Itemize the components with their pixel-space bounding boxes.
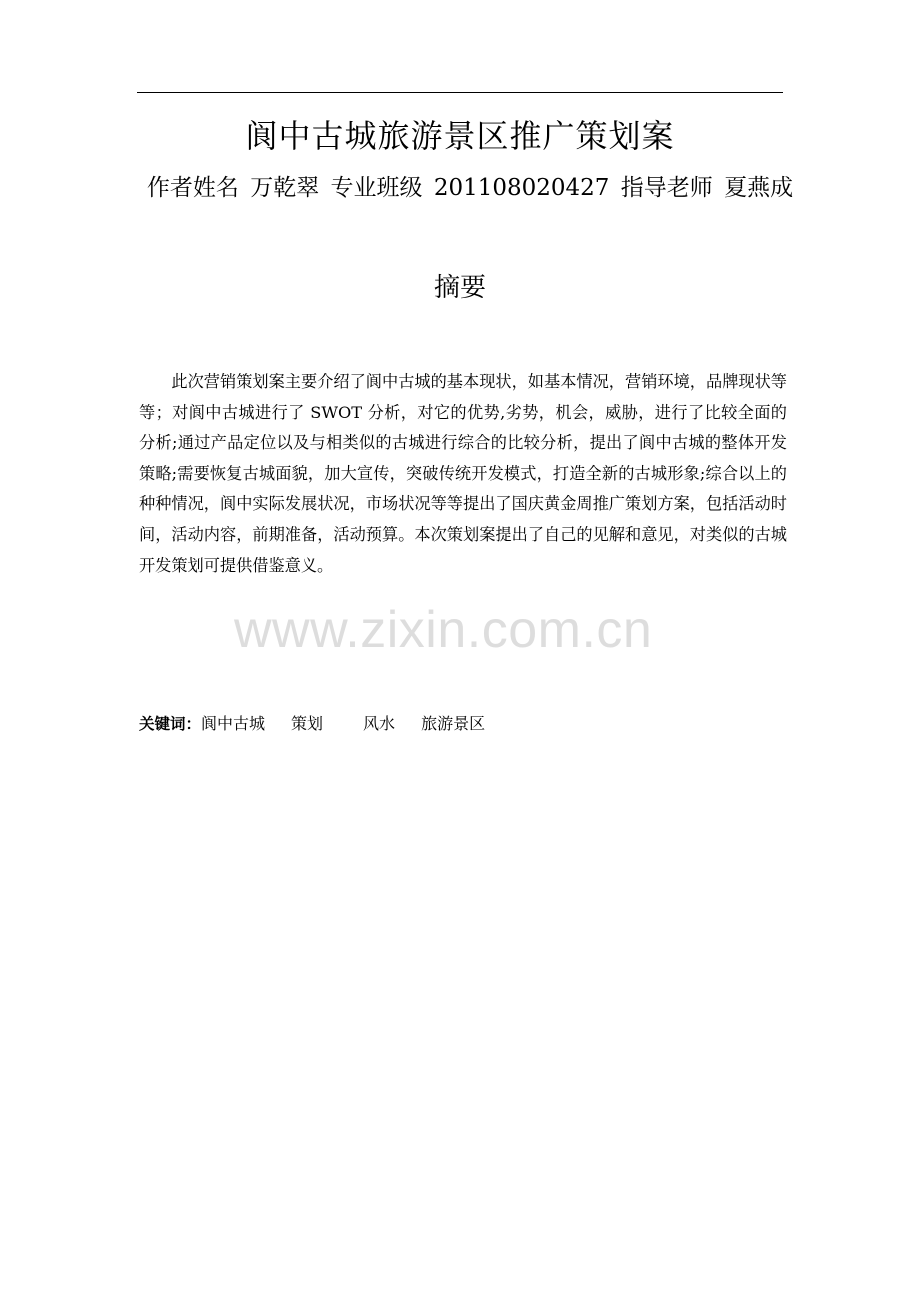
document-title: 阆中古城旅游景区推广策划案 (245, 117, 675, 155)
author-name: 万乾翠 (250, 175, 320, 201)
abstract-heading: 摘要 (433, 273, 486, 303)
author-byline (140, 170, 800, 206)
keyword-item: 旅游景区 (421, 714, 486, 733)
header-rule (137, 92, 783, 93)
abstract-body: 此次营销策划案主要介绍了阆中古城的基本现状，如基本情况，营销环境，品牌现状等等；对阆中古城进行了 SWOT 分析，对它的优势,劣势，机会，威胁，进行了比较全面的分析;通过产品定位以及与相类似的古城进行综合的比较分析，提出了阆中古城的整体开发策略;需要恢复古城面貌，加大宣传，突破传统开发模式，打造全新的古城形象;综合以上的种种情况，阆中实际发展状况，市场状况等等提出了国庆黄金周推广策划方案，包括活动时间，活动内容，前期准备，活动预算。本次策划案提出了自己的见解和意见，对类似的古城开发策划可提供借鉴意义。 (139, 372, 787, 575)
author-label: 作者姓名 (146, 175, 239, 201)
keyword-item: 风水 (363, 714, 396, 733)
keywords-label: 关键词： (139, 715, 202, 733)
class-id: 201108020427 (433, 175, 610, 201)
watermark: www.zixin.com.cn (234, 601, 653, 659)
keyword-item: 阆中古城 (201, 714, 266, 733)
keyword-item: 策划 (291, 714, 324, 733)
keywords-line (139, 710, 485, 739)
advisor-label: 指导老师 (620, 175, 713, 201)
class-label: 专业班级 (330, 175, 423, 201)
advisor-name: 夏燕成 (724, 175, 794, 201)
